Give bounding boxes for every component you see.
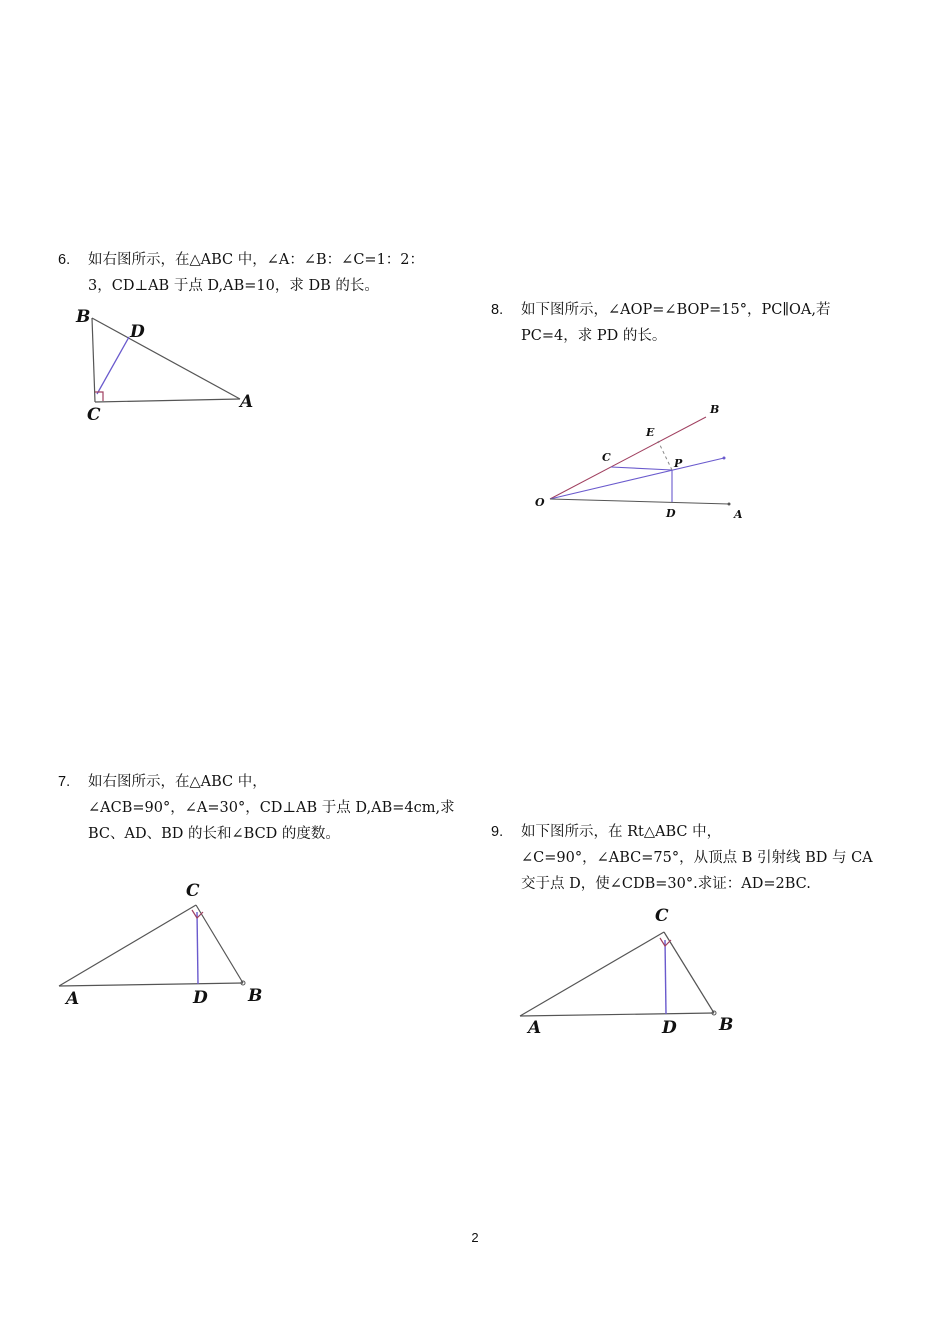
label-b: B xyxy=(248,986,263,1006)
problem-number: 9. xyxy=(491,824,504,840)
label-e: E xyxy=(646,426,655,439)
problem-text: 交于点 D，使∠CDB=30°.求证：AD=2BC. xyxy=(521,876,811,892)
page-number: 2 xyxy=(471,1230,479,1245)
label-c: C xyxy=(87,405,101,425)
problem-text: 如右图所示，在△ABC 中，∠A：∠B：∠C=1：2： xyxy=(88,252,425,268)
label-a: A xyxy=(734,508,743,521)
problem-number: 6. xyxy=(58,252,71,268)
problem-text: PC=4，求 PD 的长。 xyxy=(521,328,667,344)
label-d: D xyxy=(193,988,208,1008)
label-d: D xyxy=(666,507,676,520)
label-b: B xyxy=(710,403,720,416)
problem-text: 如下图所示，∠AOP=∠BOP=15°，PC∥OA,若 xyxy=(521,302,831,318)
problem-text: 如右图所示，在△ABC 中， xyxy=(88,774,267,790)
problem-text: ∠C=90°，∠ABC=75°，从顶点 B 引射线 BD 与 CA xyxy=(521,850,873,866)
label-c: C xyxy=(655,906,669,926)
problem-text: ∠ACB=90°，∠A=30°，CD⊥AB 于点 D,AB=4cm,求 xyxy=(88,800,455,816)
label-d: D xyxy=(130,322,145,342)
problem-number: 8. xyxy=(491,302,504,318)
problem-number: 7. xyxy=(58,774,71,790)
label-d: D xyxy=(662,1018,677,1038)
triangle-abc-9 xyxy=(520,932,714,1016)
label-a: A xyxy=(528,1018,542,1038)
label-c: C xyxy=(602,451,611,464)
problem-text: 3，CD⊥AB 于点 D,AB=10，求 DB 的长。 xyxy=(88,278,379,294)
label-p: P xyxy=(674,457,683,470)
altitude-cd-9 xyxy=(665,940,666,1014)
label-o: O xyxy=(535,496,545,509)
label-a: A xyxy=(66,989,80,1009)
problem-text: 如下图所示，在 Rt△ABC 中， xyxy=(521,824,722,840)
label-b: B xyxy=(76,307,91,327)
problem-text: BC、AD、BD 的长和∠BCD 的度数。 xyxy=(88,826,340,842)
label-a: A xyxy=(240,392,254,412)
label-b: B xyxy=(719,1015,734,1035)
label-c: C xyxy=(186,881,200,901)
